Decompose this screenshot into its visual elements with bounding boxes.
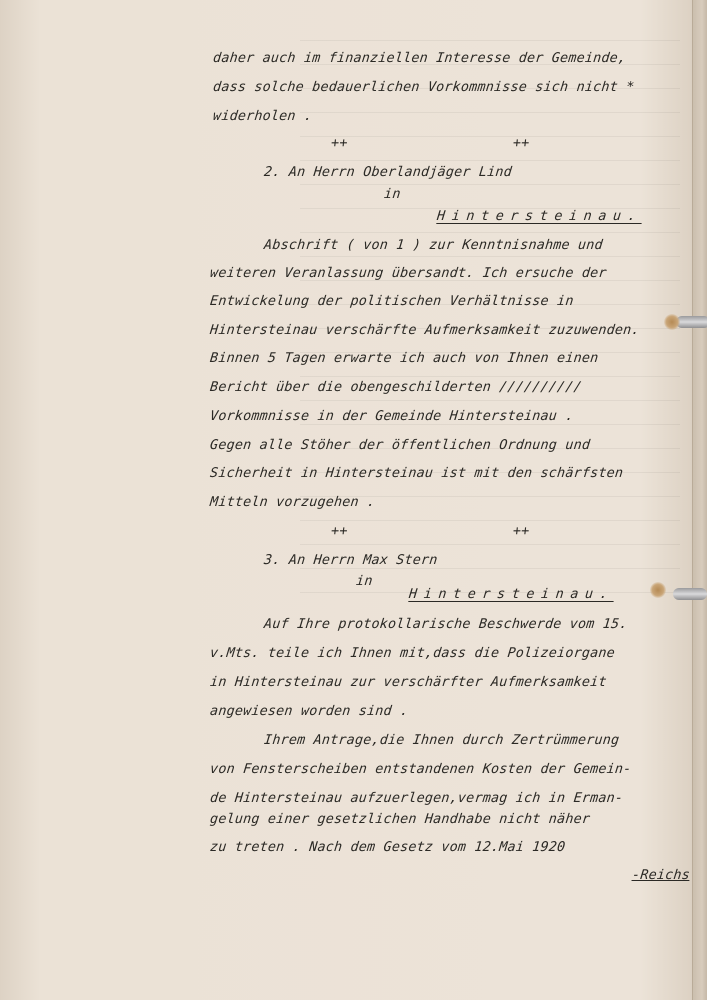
doc-line-30: zu treten . Nach dem Gesetz vom 12.Mai 1920 [209, 840, 567, 855]
separator-marks-2: ++ ++ [330, 524, 531, 539]
section-2-in: in [383, 187, 402, 202]
section-3-heading: 3. An Herrn Max Stern [263, 553, 439, 568]
doc-line-12: Binnen 5 Tagen erwarte ich auch von Ihnen einen [209, 351, 600, 366]
rust-stain-bottom [650, 582, 666, 598]
doc-line-3: widerholen . [212, 109, 313, 124]
doc-line-1: daher auch im finanziellen Interesse der Gemeinde, [212, 51, 627, 66]
doc-line-2: dass solche bedauerlichen Vorkommnisse sich nicht * [212, 80, 636, 95]
doc-line-16: Sicherheit in Hintersteinau ist mit den schärfsten [209, 466, 624, 481]
doc-line-24: in Hintersteinau zur verschärfter Aufmerksamkeit [209, 675, 608, 690]
section-2-heading: 2. An Herrn Oberlandjäger Lind [263, 165, 513, 180]
doc-line-9: weiteren Veranlassung übersandt. Ich ersuche der [209, 266, 608, 281]
doc-line-15: Gegen alle Stöher der öffentlichen Ordnung und [209, 438, 591, 453]
doc-line-25: angewiesen worden sind . [209, 704, 410, 719]
punch-hole-top [676, 316, 707, 328]
continuation-word: -Reichs [631, 868, 691, 883]
doc-line-10: Entwickelung der politischen Verhältnisse in [209, 294, 575, 309]
section-3-place: Hintersteinau. [408, 587, 616, 602]
section-3-in: in [355, 574, 374, 589]
doc-line-14: Vorkommnisse in der Gemeinde Hintersteinau . [209, 409, 575, 424]
doc-line-22: Auf Ihre protokollarische Beschwerde vom 15. [263, 617, 629, 632]
bleed-through-texture [300, 40, 680, 600]
separator-marks-1: ++ ++ [330, 136, 531, 151]
doc-line-26: Ihrem Antrage,die Ihnen durch Zertrümmerung [263, 733, 621, 748]
section-2-place: Hintersteinau. [436, 209, 644, 224]
doc-line-13: Bericht über die obengeschilderten ////////// [209, 380, 583, 395]
punch-hole-bottom [673, 588, 707, 600]
doc-line-27: von Fensterscheiben entstandenen Kosten der Gemein- [209, 762, 633, 777]
doc-line-17: Mitteln vorzugehen . [209, 495, 377, 510]
doc-line-29: gelung einer gesetzlichen Handhabe nicht näher [209, 812, 591, 827]
rust-stain-top [664, 314, 680, 330]
page-fold [692, 0, 707, 1000]
doc-line-23: v.Mts. teile ich Ihnen mit,dass die Polizeiorgane [209, 646, 616, 661]
doc-line-11: Hintersteinau verschärfte Aufmerksamkeit zuzuwenden. [209, 323, 641, 338]
doc-line-8: Abschrift ( von 1 ) zur Kenntnisnahme und [263, 238, 604, 253]
doc-line-28: de Hintersteinau aufzuerlegen,vermag ich in Erman- [209, 791, 624, 806]
